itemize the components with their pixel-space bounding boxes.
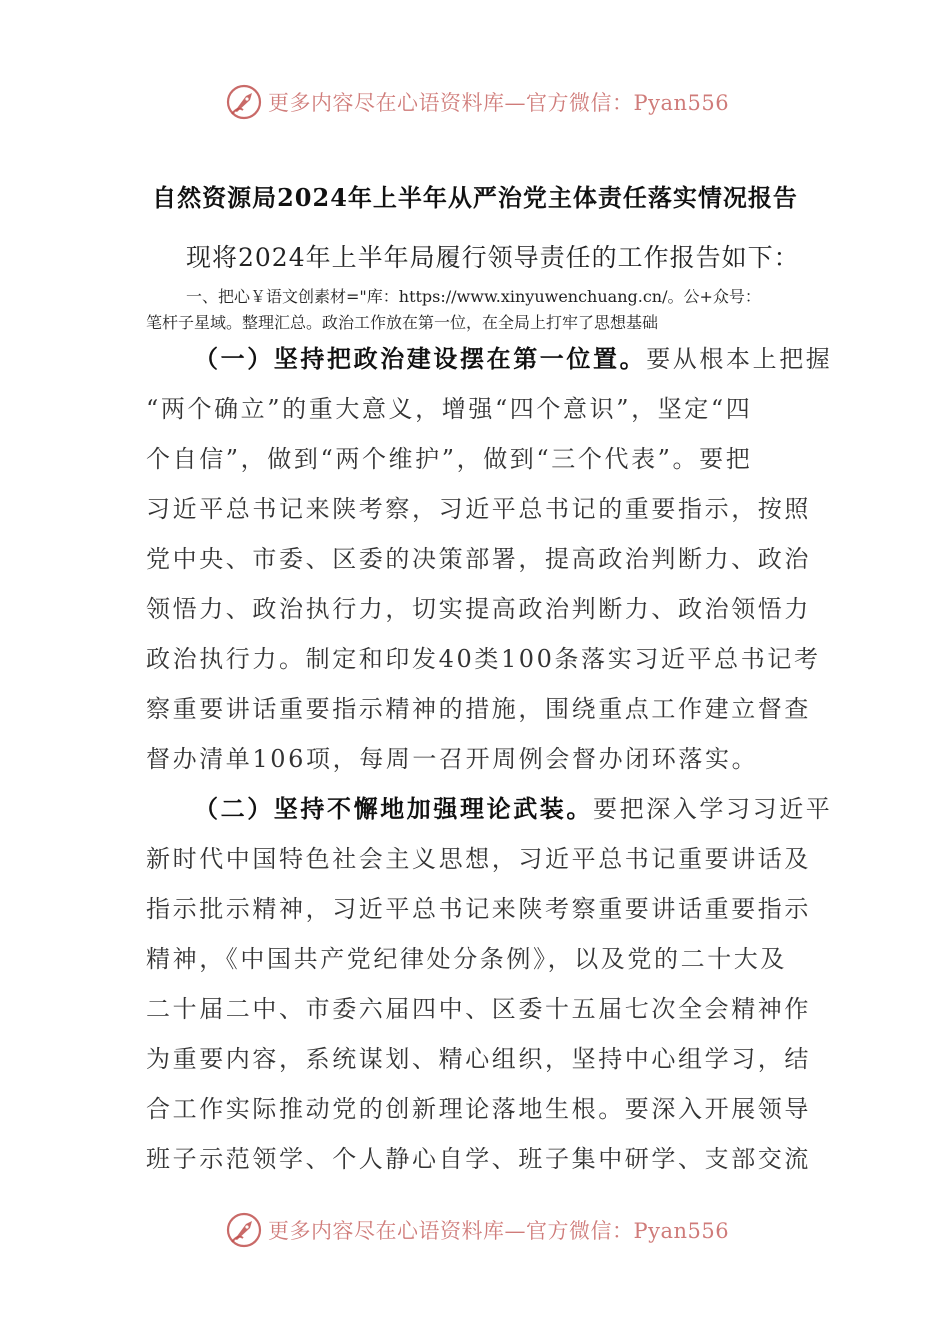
section-2-paragraph xyxy=(146,784,833,1184)
section-1-paragraph xyxy=(146,334,833,784)
banner-text: 更多内容尽在心语资料库—官方微信：Pyan556 xyxy=(268,1219,730,1243)
pen-nib-logo-icon xyxy=(226,84,262,120)
section-1-line-1-text: 要从根本上把握 xyxy=(646,345,833,373)
section-2-line-1 xyxy=(146,784,833,834)
section-2-line: 新时代中国特色社会主义思想，习近平总书记重要讲话及 xyxy=(146,845,811,873)
section-1-line: 习近平总书记来陕考察，习近平总书记的重要指示，按照 xyxy=(146,495,811,523)
document-title: 自然资源局2024年上半年从严治党主体责任落实情况报告 xyxy=(152,183,798,212)
section-2-line: 指示批示精神，习近平总书记来陕考察重要讲话重要指示 xyxy=(146,895,811,923)
section-2-line: 班子示范领学、个人静心自学、班子集中研学、支部交流 xyxy=(146,1145,811,1173)
section-1-line: 领悟力、政治执行力，切实提高政治判断力、政治领悟力 xyxy=(146,595,811,623)
footer-banner xyxy=(226,1210,746,1250)
section-1-line: 党中央、市委、区委的决策部署，提高政治判断力、政治 xyxy=(146,545,811,573)
section-1-line: 个自信”，做到“两个维护”，做到“三个代表”。要把 xyxy=(146,445,753,473)
section-1-line: 察重要讲话重要指示精神的措施，围绕重点工作建立督查 xyxy=(146,695,811,723)
section-1-line: 督办清单106项，每周一召开周例会督办闭环落实。 xyxy=(146,745,759,773)
section-1-line: “两个确立”的重大意义，增强“四个意识”，坚定“四 xyxy=(146,395,753,423)
section-2-line: 合工作实际推动党的创新理论落地生根。要深入开展领导 xyxy=(146,1095,811,1123)
header-banner xyxy=(226,82,746,122)
section-2-line: 精神，《中国共产党纪律处分条例》，以及党的二十大及 xyxy=(146,945,787,973)
banner-text: 更多内容尽在心语资料库—官方微信：Pyan556 xyxy=(268,91,730,115)
intro-line: 现将2024年上半年局履行领导责任的工作报告如下： xyxy=(186,243,800,272)
section-2-line: 为重要内容，系统谋划、精心组织，坚持中心组学习，结 xyxy=(146,1045,811,1073)
section-1-line-1 xyxy=(146,334,833,384)
watermark-line-1: 一、把心￥语文创素材="库：https://www.xinyuwenchuang.cn/。公+众号： xyxy=(186,287,761,306)
section-2-line-1-text: 要把深入学习习近平 xyxy=(593,795,833,823)
pen-nib-logo-icon xyxy=(226,1212,262,1248)
section-2-line: 二十届二中、市委六届四中、区委十五届七次全会精神作 xyxy=(146,995,811,1023)
section-2-heading: （二）坚持不懈地加强理论武装。 xyxy=(194,794,593,823)
section-1-heading: （一）坚持把政治建设摆在第一位置。 xyxy=(194,344,647,373)
section-1-line: 政治执行力。制定和印发40类100条落实习近平总书记考 xyxy=(146,645,821,673)
watermark-line-2: 笔杆子星域。整理汇总。政治工作放在第一位，在全局上打牢了思想基础 xyxy=(146,313,659,332)
